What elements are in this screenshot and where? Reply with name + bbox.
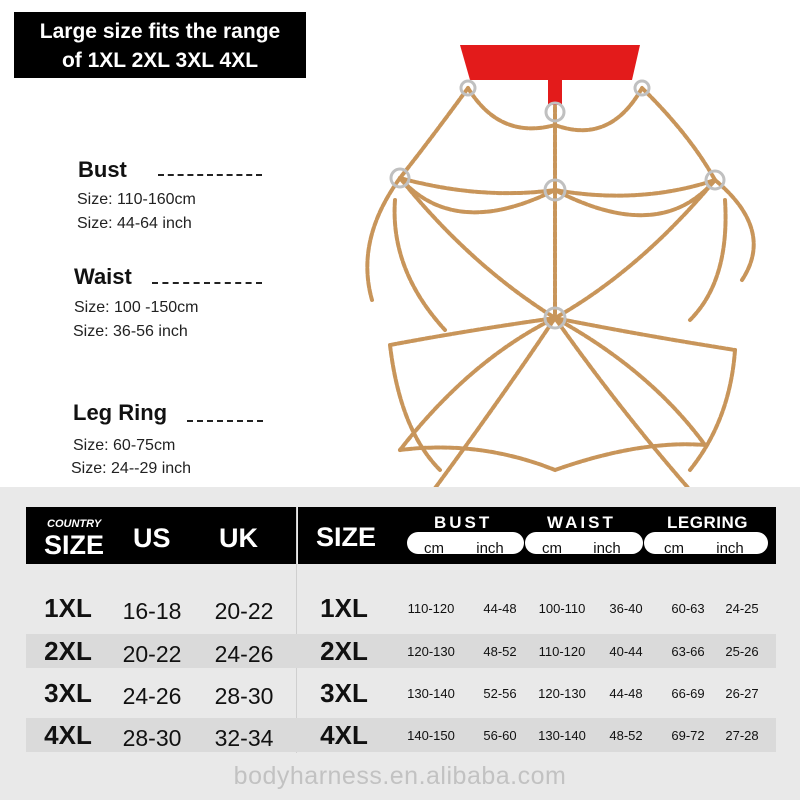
legring-cm-cell: 66-69 <box>671 686 705 701</box>
legring-inch-cell: 26-27 <box>725 686 759 701</box>
size-cell-right: 4XL <box>320 720 368 750</box>
uk-cell: 28-30 <box>214 683 274 709</box>
leg-ring-dash <box>187 420 263 422</box>
leg-ring-title: Leg Ring <box>73 400 168 425</box>
legring-cm-cell: 63-66 <box>671 644 705 659</box>
unit-cm-waist: cm <box>542 540 562 557</box>
waist-title: Waist <box>74 264 132 289</box>
country-label: COUNTRY <box>47 518 102 530</box>
uk-cell: 32-34 <box>214 725 274 751</box>
uk-cell: 20-22 <box>214 598 274 624</box>
waist-cm-cell: 100-110 <box>538 601 586 616</box>
waist-inch-cell: 36-40 <box>609 601 643 616</box>
leg-ring-inch: Size: 24--29 inch <box>71 460 192 477</box>
size-cell: 3XL <box>44 678 92 708</box>
table-row <box>26 591 776 625</box>
waist-cm-cell: 130-140 <box>538 728 586 743</box>
waist-cm-cell: 120-130 <box>538 686 586 701</box>
us-label: US <box>133 523 171 553</box>
bust-cm: Size: 110-160cm <box>77 191 196 208</box>
bust-inch-cell: 44-48 <box>483 601 517 616</box>
bust-inch-cell: 56-60 <box>483 728 517 743</box>
us-cell: 24-26 <box>122 683 182 709</box>
unit-cm-legring: cm <box>664 540 684 557</box>
us-cell: 16-18 <box>122 598 182 624</box>
waist-inch-cell: 40-44 <box>609 644 643 659</box>
waist-cm: Size: 100 -150cm <box>74 299 199 316</box>
waist-group-label: WAIST <box>547 513 616 532</box>
size-label-left: SIZE <box>44 530 105 560</box>
size-cell: 2XL <box>44 636 92 666</box>
size-cell: 1XL <box>44 593 92 623</box>
waist-inch: Size: 36-56 inch <box>73 323 188 340</box>
bust-cm-cell: 120-130 <box>407 644 455 659</box>
bust-inch-cell: 48-52 <box>483 644 517 659</box>
bust-inch: Size: 44-64 inch <box>77 215 192 232</box>
unit-inch-legring: inch <box>716 540 744 557</box>
legring-cm-cell: 69-72 <box>671 728 705 743</box>
legring-inch-cell: 25-26 <box>725 644 759 659</box>
unit-cm-bust: cm <box>424 540 444 557</box>
banner-line-2: of 1XL 2XL 3XL 4XL <box>61 49 259 72</box>
table-row <box>26 634 776 668</box>
size-label-right: SIZE <box>316 522 377 552</box>
chain-harness-image <box>360 25 800 495</box>
waist-inch-cell: 44-48 <box>609 686 643 701</box>
size-cell: 4XL <box>44 720 92 750</box>
bust-dash <box>158 174 262 176</box>
uk-label: UK <box>219 523 258 553</box>
size-cell-right: 3XL <box>320 678 368 708</box>
bust-cm-cell: 140-150 <box>407 728 455 743</box>
waist-inch-cell: 48-52 <box>609 728 643 743</box>
us-cell: 28-30 <box>122 725 182 751</box>
size-cell-right: 2XL <box>320 636 368 666</box>
table-row <box>26 718 776 752</box>
table-divider <box>296 507 297 753</box>
banner-line-1: Large size fits the range <box>39 20 281 43</box>
legring-group-label: LEGRING <box>667 513 748 532</box>
size-cell-right: 1XL <box>320 593 368 623</box>
bust-cm-cell: 110-120 <box>407 601 455 616</box>
waist-dash <box>152 282 262 284</box>
legring-inch-cell: 27-28 <box>725 728 759 743</box>
legring-inch-cell: 24-25 <box>725 601 759 616</box>
waist-cm-cell: 110-120 <box>538 644 586 659</box>
legring-cm-cell: 60-63 <box>671 601 705 616</box>
table-row <box>26 676 776 710</box>
size-range-banner <box>14 12 306 78</box>
bust-group-label: BUST <box>434 513 493 532</box>
unit-inch-bust: inch <box>476 540 504 557</box>
bust-cm-cell: 130-140 <box>407 686 455 701</box>
bust-inch-cell: 52-56 <box>483 686 517 701</box>
bust-title: Bust <box>78 157 127 182</box>
uk-cell: 24-26 <box>214 641 274 667</box>
left-header <box>26 507 296 564</box>
unit-inch-waist: inch <box>593 540 621 557</box>
watermark: bodyharness.en.alibaba.com <box>233 762 567 790</box>
leg-ring-cm: Size: 60-75cm <box>73 437 176 454</box>
us-cell: 20-22 <box>122 641 182 667</box>
